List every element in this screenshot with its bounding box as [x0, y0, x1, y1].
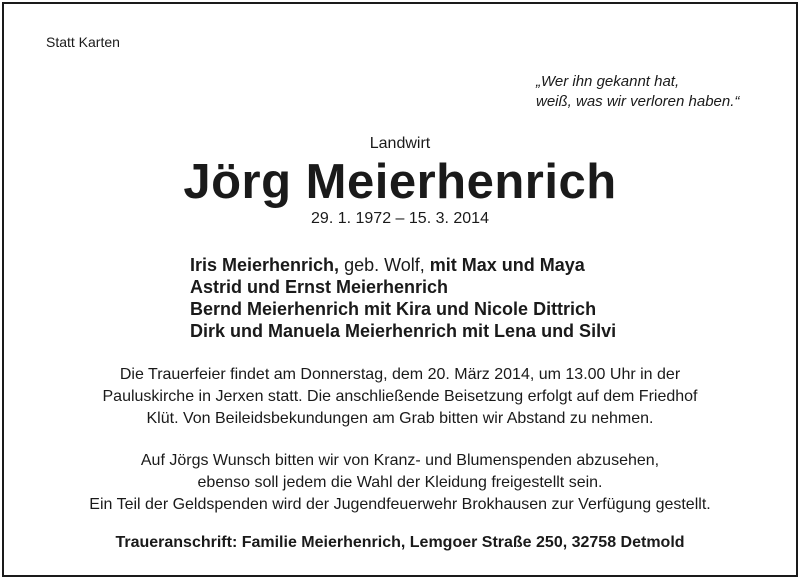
quote-line-1: „Wer ihn gekannt hat, — [536, 73, 680, 90]
mourner-line-4: Dirk und Manuela Meierhenrich mit Lena und Silvi — [190, 321, 617, 341]
life-dates: 29. 1. 1972 – 15. 3. 2014 — [311, 210, 489, 227]
mourner-line-2: Astrid und Ernst Meierhenrich — [190, 277, 449, 297]
funeral-info-paragraph — [4, 364, 796, 430]
mourners-list — [190, 254, 616, 342]
mourner-line-1-children: mit Max und Maya — [429, 255, 585, 275]
quote-line-2: weiß, was wir verloren haben.“ — [536, 93, 740, 110]
memorial-quote — [536, 72, 739, 112]
header-note: Statt Karten — [46, 34, 120, 50]
wishes-line-2: ebenso soll jedem die Wahl der Kleidung freigestellt sein. — [197, 474, 603, 491]
deceased-name: Jörg Meierhenrich — [183, 155, 617, 209]
funeral-info-line-2: Pauluskirche in Jerxen statt. Die anschließende Beisetzung erfolgt auf dem Friedhof — [102, 388, 698, 405]
mourner-line-1 — [190, 254, 616, 276]
funeral-info-line-1: Die Trauerfeier findet am Donnerstag, dem 20. März 2014, um 13.00 Uhr in der — [119, 366, 681, 383]
wishes-line-1: Auf Jörgs Wunsch bitten wir von Kranz- und Blumenspenden abzusehen, — [140, 452, 660, 469]
wishes-paragraph — [4, 450, 796, 516]
funeral-info-line-3: Klüt. Von Beileidsbekundungen am Grab bitten wir Abstand zu nehmen. — [146, 410, 654, 427]
deceased-occupation: Landwirt — [369, 135, 431, 152]
mourner-line-3: Bernd Meierhenrich mit Kira und Nicole Dittrich — [190, 299, 597, 319]
wishes-line-3: Ein Teil der Geldspenden wird der Jugendfeuerwehr Brokhausen zur Verfügung gestellt. — [89, 496, 711, 513]
mourning-address: Traueranschrift: Familie Meierhenrich, Lemgoer Straße 250, 32758 Detmold — [115, 534, 685, 551]
obituary-notice — [2, 2, 798, 577]
mourner-line-1-name: Iris Meierhenrich, — [190, 255, 340, 275]
mourner-line-1-maiden: geb. Wolf, — [339, 255, 430, 275]
